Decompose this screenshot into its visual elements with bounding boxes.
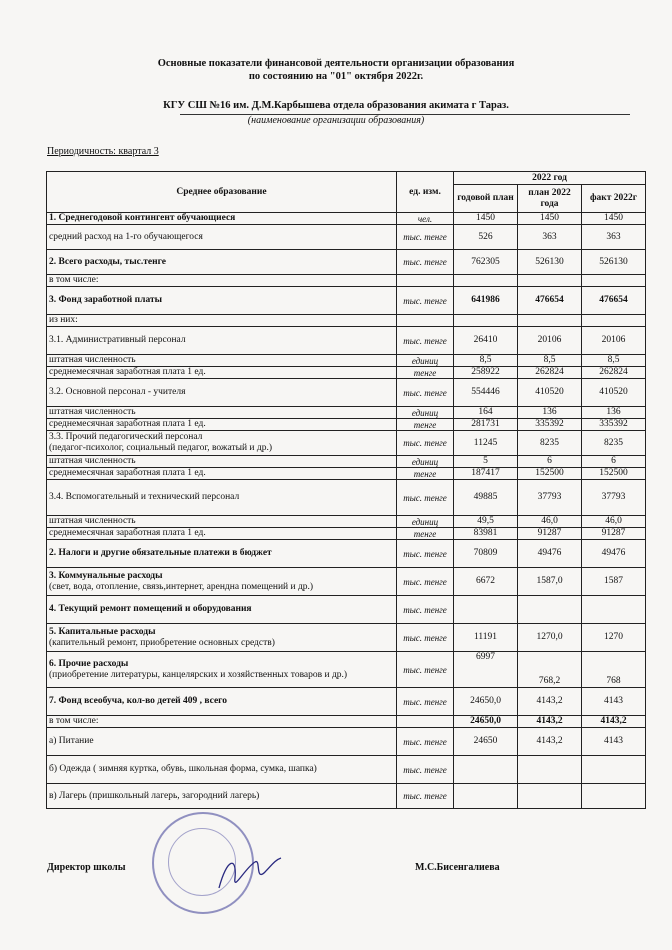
row-plan: 476654 bbox=[518, 287, 582, 315]
row-fact: 49476 bbox=[582, 540, 646, 568]
table-row bbox=[47, 568, 646, 596]
row-annual: 83981 bbox=[454, 528, 518, 540]
row-unit: тыс. тенге bbox=[397, 728, 454, 756]
row-plan: 1270,0 bbox=[518, 624, 582, 652]
row-annual: 6672 bbox=[454, 568, 518, 596]
director-name: М.С.Бисенгалиева bbox=[415, 862, 500, 873]
row-fact: 1270 bbox=[582, 624, 646, 652]
row-unit: тыс. тенге bbox=[397, 480, 454, 516]
table-row bbox=[47, 355, 646, 367]
row-plan bbox=[518, 756, 582, 784]
row-label bbox=[47, 624, 397, 652]
table-row bbox=[47, 516, 646, 528]
row-plan: 8235 bbox=[518, 431, 582, 456]
row-unit bbox=[397, 275, 454, 287]
row-annual: 70809 bbox=[454, 540, 518, 568]
row-plan: 91287 bbox=[518, 528, 582, 540]
table-row bbox=[47, 275, 646, 287]
row-label: среднемесячная заработная плата 1 ед. bbox=[47, 419, 397, 431]
row-fact: 4143,2 bbox=[582, 716, 646, 728]
row-label bbox=[47, 431, 397, 456]
header-plan-2022: план 2022 года bbox=[518, 185, 582, 213]
row-annual: 258922 bbox=[454, 367, 518, 379]
row-annual: 49,5 bbox=[454, 516, 518, 528]
row-label: 3.2. Основной персонал - учителя bbox=[47, 379, 397, 407]
row-label: 3.1. Административный персонал bbox=[47, 327, 397, 355]
table-row bbox=[47, 225, 646, 250]
row-plan bbox=[518, 315, 582, 327]
row-plan: 37793 bbox=[518, 480, 582, 516]
table-row bbox=[47, 784, 646, 809]
table-row bbox=[47, 652, 646, 688]
row-label-line2: (капительный ремонт, приобретение основных средств) bbox=[49, 637, 275, 648]
row-plan: 262824 bbox=[518, 367, 582, 379]
row-annual: 641986 bbox=[454, 287, 518, 315]
row-fact: 526130 bbox=[582, 250, 646, 275]
row-unit: единиц bbox=[397, 516, 454, 528]
row-plan: 4143,2 bbox=[518, 728, 582, 756]
table-row bbox=[47, 468, 646, 480]
row-plan bbox=[518, 275, 582, 287]
row-unit: тыс. тенге bbox=[397, 688, 454, 716]
row-fact bbox=[582, 315, 646, 327]
row-plan: 8,5 bbox=[518, 355, 582, 367]
row-annual: 24650,0 bbox=[454, 716, 518, 728]
row-annual: 526 bbox=[454, 225, 518, 250]
row-label: 2. Налоги и другие обязательные платежи в бюджет bbox=[47, 540, 397, 568]
row-unit: тыс. тенге bbox=[397, 327, 454, 355]
organization-caption: (наименование организации образования) bbox=[247, 115, 425, 126]
row-unit: единиц bbox=[397, 355, 454, 367]
row-fact: 4143 bbox=[582, 688, 646, 716]
row-label-line1: 6. Прочие расходы bbox=[49, 658, 129, 669]
row-label-line2: (педагог-психолог, социальный педагог, вожатый и др.) bbox=[49, 443, 273, 453]
row-annual bbox=[454, 756, 518, 784]
row-label: 2. Всего расходы, тыс.тенге bbox=[47, 250, 397, 275]
row-fact bbox=[582, 596, 646, 624]
row-annual: 24650,0 bbox=[454, 688, 518, 716]
header-unit: ед. изм. bbox=[397, 172, 454, 213]
row-fact: 410520 bbox=[582, 379, 646, 407]
row-annual bbox=[454, 596, 518, 624]
row-plan: 335392 bbox=[518, 419, 582, 431]
header-annual-plan: годовой план bbox=[454, 185, 518, 213]
row-label: 3. Фонд заработной платы bbox=[47, 287, 397, 315]
row-plan bbox=[518, 784, 582, 809]
table-row bbox=[47, 379, 646, 407]
table-row bbox=[47, 327, 646, 355]
row-unit: тенге bbox=[397, 367, 454, 379]
header-education: Среднее образование bbox=[47, 172, 397, 213]
row-unit: тыс. тенге bbox=[397, 568, 454, 596]
row-fact: 262824 bbox=[582, 367, 646, 379]
row-annual: 5 bbox=[454, 456, 518, 468]
row-unit: тыс. тенге bbox=[397, 756, 454, 784]
row-label: в том числе: bbox=[47, 716, 397, 728]
row-fact: 6 bbox=[582, 456, 646, 468]
row-label: штатная численность bbox=[47, 516, 397, 528]
organization-name: КГУ СШ №16 им. Д.М.Карбышева отдела образования акимата г Тараз. bbox=[163, 100, 509, 111]
row-fact: 8,5 bbox=[582, 355, 646, 367]
table-row bbox=[47, 407, 646, 419]
row-label: штатная численность bbox=[47, 355, 397, 367]
row-plan: 4143,2 bbox=[518, 688, 582, 716]
row-plan: 49476 bbox=[518, 540, 582, 568]
row-annual: 11191 bbox=[454, 624, 518, 652]
row-label: 7. Фонд всеобуча, кол-во детей 409 , всего bbox=[47, 688, 397, 716]
row-plan: 526130 bbox=[518, 250, 582, 275]
row-fact bbox=[582, 275, 646, 287]
table-row bbox=[47, 367, 646, 379]
financial-indicators-table bbox=[46, 171, 646, 809]
table-row bbox=[47, 528, 646, 540]
row-plan: 152500 bbox=[518, 468, 582, 480]
row-unit: тыс. тенге bbox=[397, 250, 454, 275]
row-label bbox=[47, 652, 397, 688]
row-fact: 91287 bbox=[582, 528, 646, 540]
row-label: штатная численность bbox=[47, 456, 397, 468]
row-label-line1: 5. Капитальные расходы bbox=[49, 626, 156, 637]
row-annual: 187417 bbox=[454, 468, 518, 480]
row-plan: 20106 bbox=[518, 327, 582, 355]
row-label bbox=[47, 568, 397, 596]
row-fact: 136 bbox=[582, 407, 646, 419]
row-plan: 1587,0 bbox=[518, 568, 582, 596]
row-annual: 24650 bbox=[454, 728, 518, 756]
table-row bbox=[47, 728, 646, 756]
row-label: среднемесячная заработная плата 1 ед. bbox=[47, 528, 397, 540]
row-unit: тенге bbox=[397, 419, 454, 431]
row-annual: 26410 bbox=[454, 327, 518, 355]
row-plan: 136 bbox=[518, 407, 582, 419]
row-fact: 152500 bbox=[582, 468, 646, 480]
row-unit: тенге bbox=[397, 528, 454, 540]
row-label-line2: (приобретение литературы, канцелярских и хозяйственных товаров и др.) bbox=[49, 669, 348, 680]
row-fact: 476654 bbox=[582, 287, 646, 315]
table-row bbox=[47, 624, 646, 652]
row-label: б) Одежда ( зимняя куртка, обувь, школьная форма, сумка, шапка) bbox=[47, 756, 397, 784]
table-row bbox=[47, 431, 646, 456]
table-row bbox=[47, 419, 646, 431]
row-unit bbox=[397, 716, 454, 728]
row-label: 3.4. Вспомогательный и технический персонал bbox=[47, 480, 397, 516]
row-annual: 11245 bbox=[454, 431, 518, 456]
row-label: а) Питание bbox=[47, 728, 397, 756]
row-fact: 37793 bbox=[582, 480, 646, 516]
row-fact: 1450 bbox=[582, 213, 646, 225]
row-annual: 1450 bbox=[454, 213, 518, 225]
director-label: Директор школы bbox=[47, 862, 126, 873]
row-annual: 49885 bbox=[454, 480, 518, 516]
row-annual: 6997 bbox=[454, 652, 518, 688]
row-plan: 1450 bbox=[518, 213, 582, 225]
director-signature-image bbox=[215, 848, 285, 898]
row-label: штатная численность bbox=[47, 407, 397, 419]
row-label-line2: (свет, вода, отопление, связь,интернет, арендна помещений и др.) bbox=[49, 581, 314, 592]
document-title-line1: Основные показатели финансовой деятельности организации образования bbox=[157, 58, 515, 69]
row-label: 1. Среднегодовой контингент обучающиеся bbox=[47, 213, 397, 225]
row-fact bbox=[582, 784, 646, 809]
table-row bbox=[47, 480, 646, 516]
row-annual: 164 bbox=[454, 407, 518, 419]
row-annual bbox=[454, 275, 518, 287]
row-fact: 363 bbox=[582, 225, 646, 250]
row-fact bbox=[582, 756, 646, 784]
table-row bbox=[47, 756, 646, 784]
table-row bbox=[47, 688, 646, 716]
row-label-line1: 3. Коммунальные расходы bbox=[49, 570, 163, 581]
table-row bbox=[47, 250, 646, 275]
row-label: в том числе: bbox=[47, 275, 397, 287]
row-plan: 6 bbox=[518, 456, 582, 468]
row-label: в) Лагерь (пришкольный лагерь, загородний лагерь) bbox=[47, 784, 397, 809]
row-unit: тыс. тенге bbox=[397, 624, 454, 652]
table-row bbox=[47, 540, 646, 568]
row-label: средний расход на 1-го обучающегося bbox=[47, 225, 397, 250]
row-unit bbox=[397, 315, 454, 327]
row-annual bbox=[454, 784, 518, 809]
row-label: 4. Текущий ремонт помещений и оборудования bbox=[47, 596, 397, 624]
row-plan: 768,2 bbox=[518, 652, 582, 688]
row-annual: 8,5 bbox=[454, 355, 518, 367]
row-fact: 1587 bbox=[582, 568, 646, 596]
row-unit: тыс. тенге bbox=[397, 431, 454, 456]
row-unit: единиц bbox=[397, 407, 454, 419]
row-fact: 8235 bbox=[582, 431, 646, 456]
row-unit: тыс. тенге bbox=[397, 596, 454, 624]
document-title-line2: по состоянию на "01" октября 2022г. bbox=[248, 71, 424, 82]
row-fact: 768 bbox=[582, 652, 646, 688]
row-unit: единиц bbox=[397, 456, 454, 468]
row-label-line1: 3.3. Прочий педагогический персонал bbox=[49, 432, 203, 442]
row-annual: 554446 bbox=[454, 379, 518, 407]
row-plan: 4143,2 bbox=[518, 716, 582, 728]
periodicity-label: Периодичность: квартал 3 bbox=[47, 146, 159, 157]
row-plan bbox=[518, 596, 582, 624]
row-label: среднемесячная заработная плата 1 ед. bbox=[47, 367, 397, 379]
row-unit: тыс. тенге bbox=[397, 379, 454, 407]
row-plan: 363 bbox=[518, 225, 582, 250]
row-unit: чел. bbox=[397, 213, 454, 225]
row-unit: тыс. тенге bbox=[397, 784, 454, 809]
row-annual bbox=[454, 315, 518, 327]
row-unit: тенге bbox=[397, 468, 454, 480]
row-fact: 20106 bbox=[582, 327, 646, 355]
row-fact: 4143 bbox=[582, 728, 646, 756]
row-unit: тыс. тенге bbox=[397, 652, 454, 688]
row-unit: тыс. тенге bbox=[397, 287, 454, 315]
header-year: 2022 год bbox=[454, 172, 646, 185]
row-label: из них: bbox=[47, 315, 397, 327]
table-row bbox=[47, 456, 646, 468]
row-unit: тыс. тенге bbox=[397, 540, 454, 568]
table-row bbox=[47, 596, 646, 624]
header-fact-2022: факт 2022г bbox=[582, 185, 646, 213]
row-annual: 281731 bbox=[454, 419, 518, 431]
row-plan: 410520 bbox=[518, 379, 582, 407]
row-plan: 46,0 bbox=[518, 516, 582, 528]
table-row bbox=[47, 716, 646, 728]
row-unit: тыс. тенге bbox=[397, 225, 454, 250]
row-label: среднемесячная заработная плата 1 ед. bbox=[47, 468, 397, 480]
table-row bbox=[47, 315, 646, 327]
row-fact: 46,0 bbox=[582, 516, 646, 528]
table-row bbox=[47, 213, 646, 225]
row-annual: 762305 bbox=[454, 250, 518, 275]
table-row bbox=[47, 287, 646, 315]
row-fact: 335392 bbox=[582, 419, 646, 431]
